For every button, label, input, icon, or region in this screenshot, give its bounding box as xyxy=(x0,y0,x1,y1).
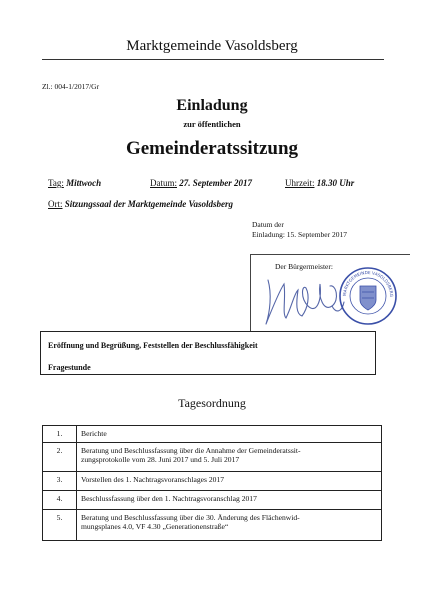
invitation-date-line2: Einladung: 15. September 2017 xyxy=(252,230,347,239)
tag-label: Tag: xyxy=(48,178,64,188)
agenda-item-number: 3. xyxy=(43,472,77,491)
header-divider xyxy=(42,59,384,60)
datum-label: Datum: xyxy=(150,178,177,188)
table-row xyxy=(43,426,382,443)
stamp-icon xyxy=(340,268,396,324)
municipality-header: Marktgemeinde Vasoldsberg xyxy=(126,38,298,54)
table-row xyxy=(43,491,382,510)
datum-value: 27. September 2017 xyxy=(179,178,252,188)
opening-topic-2: Fragestunde xyxy=(48,363,91,372)
agenda-heading: Tagesordnung xyxy=(178,396,246,410)
agenda-item-number: 5. xyxy=(43,510,77,541)
agenda-item-number: 1. xyxy=(43,426,77,443)
agenda-item-text: Beschlussfassung über den 1. Nachtragsvoranschlag 2017 xyxy=(77,491,382,510)
agenda-item-line: mungsplanes 4.0, VF 4.30 „Generationenstraße“ xyxy=(81,522,229,531)
title-gemeinderatssitzung: Gemeinderatssitzung xyxy=(125,138,299,159)
agenda-item-number: 2. xyxy=(43,443,77,472)
ort-value: Sitzungssaal der Marktgemeinde Vasoldsberg xyxy=(64,199,234,209)
stamp-text: MARKTGEMEINDE VASOLDSBERG xyxy=(341,269,395,298)
signature-and-stamp xyxy=(250,254,410,332)
agenda-table xyxy=(42,425,382,541)
title-subtitle: zur öffentlichen xyxy=(183,119,241,129)
table-row xyxy=(43,443,382,472)
ort-label: Ort: xyxy=(48,199,63,209)
agenda-item-line: Beratung und Beschlussfassung über die 30. Änderung des Flächenwid- xyxy=(81,513,300,522)
invitation-date-line1: Datum der xyxy=(252,220,284,229)
uhrzeit-label: Uhrzeit: xyxy=(285,178,315,188)
opening-topic-1: Eröffnung und Begrüßung, Feststellen der Beschlussfähigkeit xyxy=(48,341,258,350)
table-row xyxy=(43,510,382,541)
agenda-item-text: Vorstellen des 1. Nachtragsvoranschlages 2017 xyxy=(77,472,382,491)
signature-label: Der Bürgermeister: xyxy=(275,262,333,271)
uhrzeit-value: 18.30 Uhr xyxy=(316,178,355,188)
opening-topics-right-border xyxy=(375,331,376,375)
agenda-item-text xyxy=(77,510,382,541)
agenda-item-line: Beratung und Beschlussfassung über die Annahme der Gemeinderatssit- xyxy=(81,446,301,455)
meeting-location xyxy=(48,199,233,209)
meeting-time xyxy=(285,178,354,188)
meeting-day xyxy=(48,178,101,188)
reference-number: Zl.: 004-1/2017/Gr xyxy=(42,82,100,91)
agenda-item-number: 4. xyxy=(43,491,77,510)
opening-topics-left-border xyxy=(40,331,41,375)
agenda-item-text: Berichte xyxy=(77,426,382,443)
invitation-date xyxy=(252,220,347,240)
agenda-item-line: zungsprotokolle vom 28. Juni 2017 und 5. Juli 2017 xyxy=(81,455,240,464)
signature-icon xyxy=(266,280,344,324)
tag-value: Mittwoch xyxy=(66,178,102,188)
table-row xyxy=(43,472,382,491)
agenda-item-text xyxy=(77,443,382,472)
meeting-date xyxy=(150,178,252,188)
title-einladung: Einladung xyxy=(176,97,248,114)
